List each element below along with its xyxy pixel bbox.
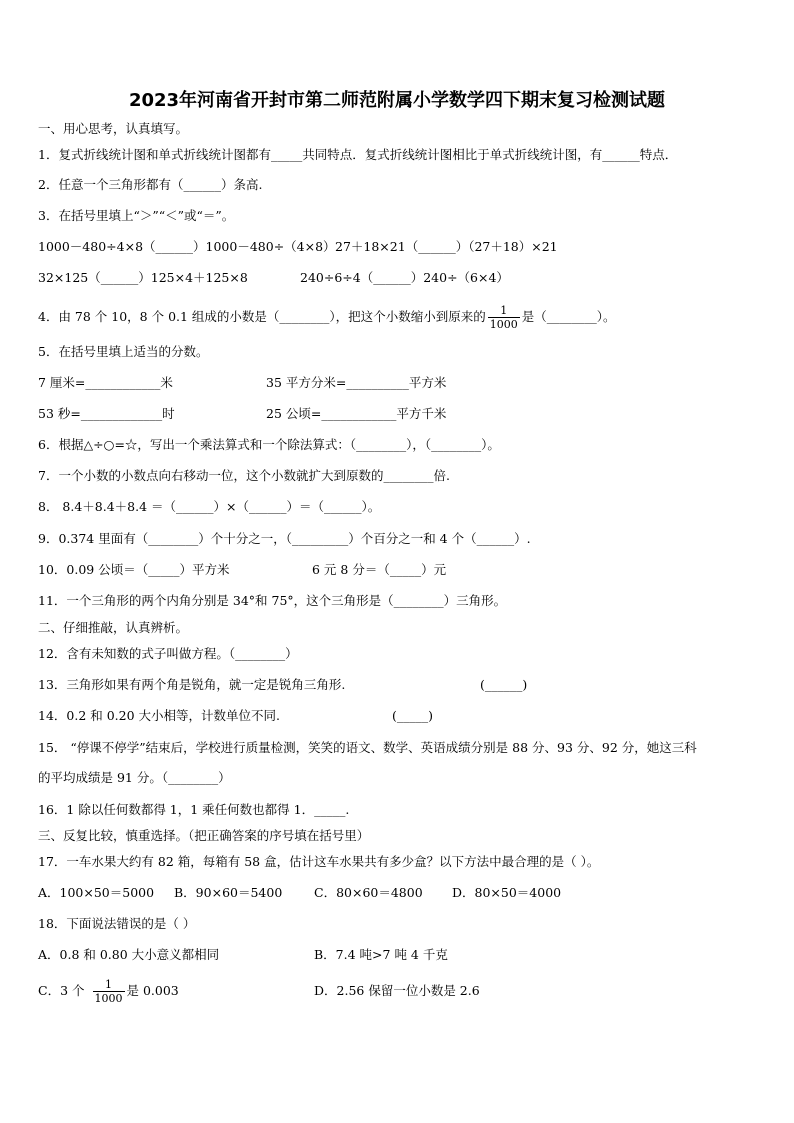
question-18-option-c [38,976,179,1006]
question-17-option-d: D．80×50＝4000 [452,885,562,900]
fraction-denominator: 1000 [489,318,518,331]
question-18: 18．下面说法错误的是（ ） [38,916,196,931]
question-10-a: 10．0.09 公顷＝（_____）平方米 [38,562,230,577]
question-8: 8． 8.4＋8.4＋8.4 ＝（______）×（______）＝（______）。 [38,499,381,514]
question-9: 9．0.374 里面有（________）个十分之一，（_________）个百分之一和 4 个（______）. [38,531,531,546]
question-5-c: 53 秒=_____________时 [38,406,175,421]
question-15-line-1: 15． “停课不停学”结束后，学校进行质量检测，笑笑的语文、数学、英语成绩分别是 88 分、93 分、92 分，她这三科 [38,740,697,755]
fraction-denominator: 1000 [94,992,123,1005]
question-2: 2．任意一个三角形都有（______）条高. [38,177,263,192]
question-17-option-a: A．100×50＝5000 [38,885,155,900]
question-16: 16．1 除以任何数都得 1，1 乘任何数也都得 1．_____. [38,802,350,817]
question-17: 17．一车水果大约有 82 箱，每箱有 58 盒，估计这车水果共有多少盒？以下方法中最合理的是（ ）。 [38,854,600,869]
question-5-a: 7 厘米=____________米 [38,375,173,390]
question-3-a: 1000－480÷4×8（______）1000－480÷（4×8） [38,239,336,254]
question-14-answer: (_____) [392,708,434,723]
question-4-text: 4．由 78 个 10，8 个 0.1 组成的小数是（________），把这个小数缩小到原来的 [38,309,486,324]
option-c-prefix: C．3 个 [38,983,85,998]
question-18-option-b: B．7.4 吨>7 吨 4 千克 [314,947,448,962]
question-3-b: 27＋18×21（______）（27＋18）×21 [335,239,558,254]
question-3-d: 240÷6÷4（______）240÷（6×4） [300,270,509,285]
question-13-answer: (______) [480,677,528,692]
question-18-option-a: A．0.8 和 0.80 大小意义都相同 [38,947,220,962]
fraction-numerator: 1 [93,978,125,992]
question-1: 1．复式折线统计图和单式折线统计图都有_____共同特点．复式折线统计图相比于单式折线统计图，有______特点． [38,147,678,162]
section-heading-1: 一、用心思考，认真填写。 [38,121,189,136]
section-heading-3: 三、反复比较，慎重选择。（把正确答案的序号填在括号里） [38,828,370,843]
question-12: 12．含有未知数的式子叫做方程。（________） [38,646,298,661]
question-17-option-c: C．80×60＝4800 [314,885,423,900]
question-14: 14．0.2 和 0.20 大小相等，计数单位不同. [38,708,281,723]
fraction [488,304,520,331]
question-17-option-b: B．90×60＝5400 [174,885,283,900]
question-10-b: 6 元 8 分＝（_____）元 [312,562,447,577]
question-18-option-d: D．2.56 保留一位小数是 2.6 [314,983,480,998]
page-title: 2023年河南省开封市第二师范附属小学数学四下期末复习检测试题 [128,90,666,111]
option-c-tail: 是 0.003 [126,983,179,998]
question-3-c: 32×125（______）125×4＋125×8 [38,270,248,285]
question-3: 3．在括号里填上“＞”“＜”或“＝”。 [38,208,235,223]
question-5-d: 25 公顷=____________平方千米 [266,406,447,421]
fraction [93,978,125,1005]
question-5-b: 35 平方分米=__________平方米 [266,375,447,390]
question-5: 5．在括号里填上适当的分数。 [38,344,209,359]
question-7: 7．一个小数的小数点向右移动一位，这个小数就扩大到原数的________倍. [38,468,450,483]
fraction-numerator: 1 [488,304,520,318]
section-heading-2: 二、仔细推敲，认真辨析。 [38,620,189,635]
question-6: 6．根据△÷○=☆，写出一个乘法算式和一个除法算式：（________），（________）。 [38,437,500,452]
question-11: 11．一个三角形的两个内角分别是 34°和 75°，这个三角形是（________）三角形。 [38,593,507,608]
question-13: 13．三角形如果有两个角是锐角，就一定是锐角三角形. [38,677,346,692]
question-15-line-2: 的平均成绩是 91 分。（________） [38,770,231,785]
question-4-tail: 是（________）。 [521,309,616,324]
question-4 [38,304,615,331]
